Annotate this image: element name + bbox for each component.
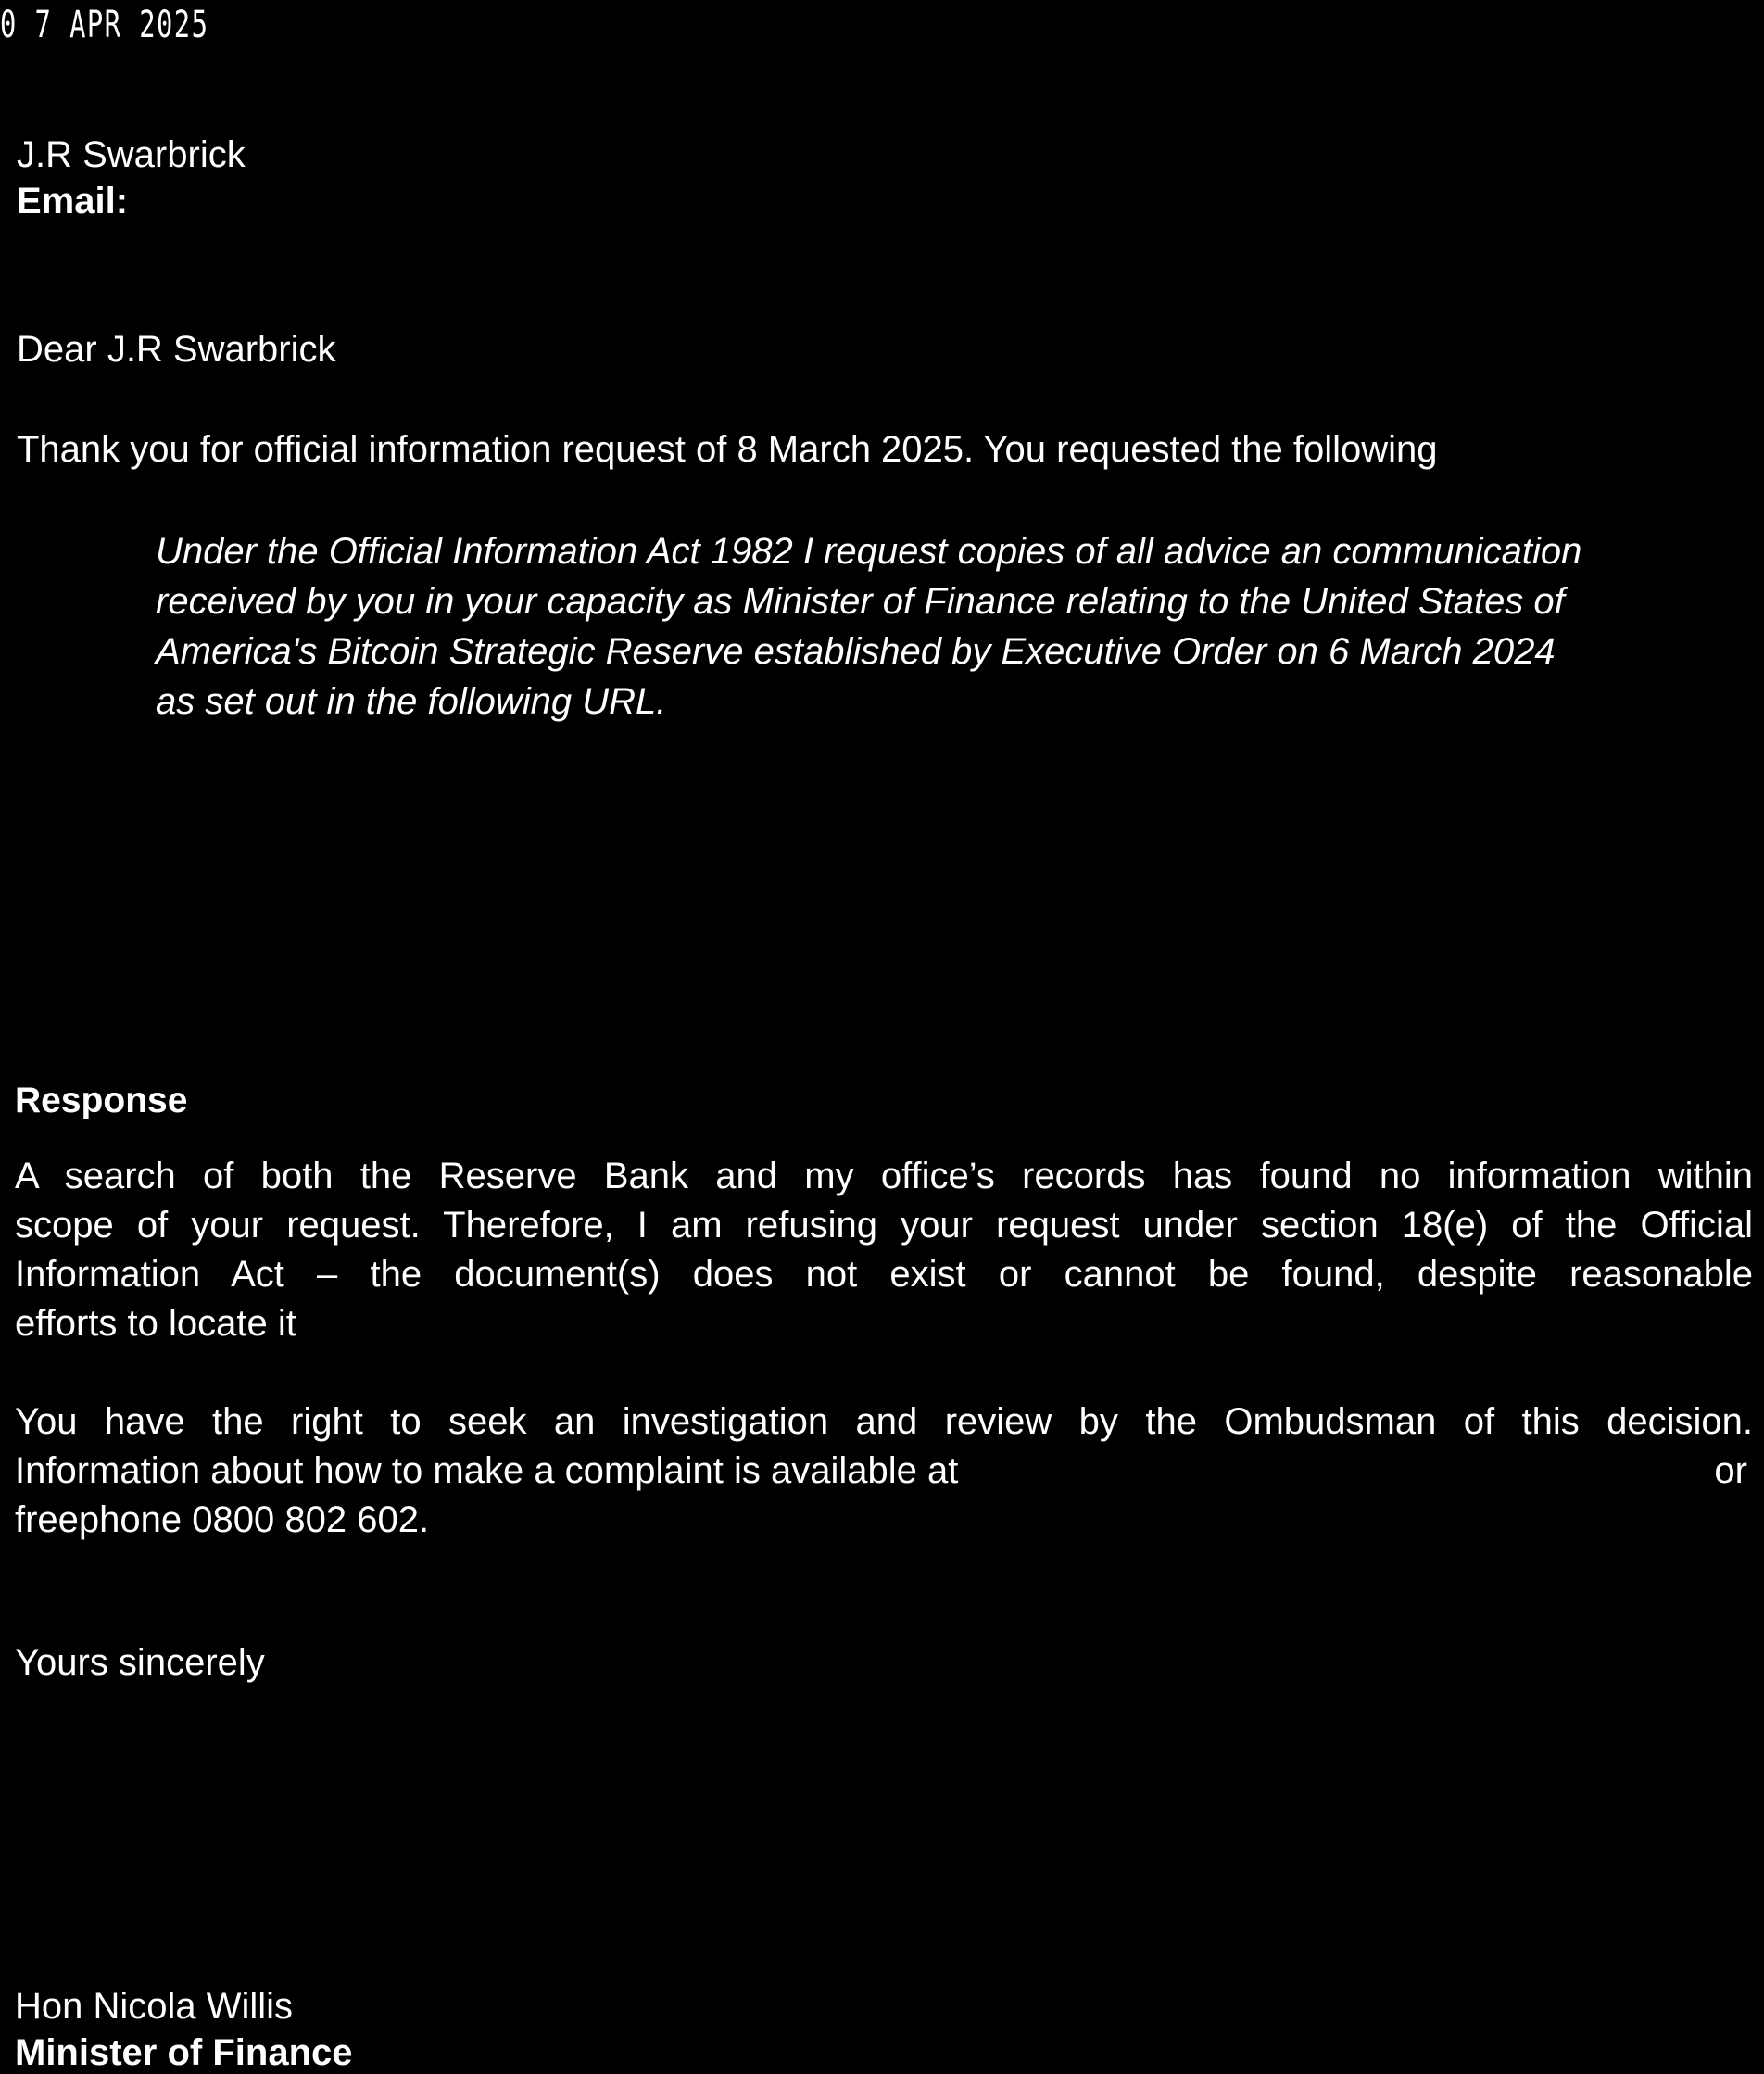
signatory-title: Minister of Finance [15, 2032, 353, 2073]
intro-text: Thank you for official information request of 8 March 2025. You requested the following [17, 429, 1438, 470]
response-heading: Response [15, 1081, 188, 1120]
recipient-name: J.R Swarbrick [17, 134, 246, 175]
recipient-email-label: Email: [17, 181, 129, 221]
request-quote-line: as set out in the following URL. [156, 681, 667, 722]
ombudsman-paragraph-line: freephone 0800 802 602. [15, 1499, 430, 1540]
complaint-info-text: Information about how to make a complaint is available at [15, 1450, 959, 1491]
response-paragraph-line: Information Act – the document(s) does not exist or cannot be found, despite reasonable [15, 1254, 1753, 1295]
date-stamp: 0 7 APR 2025 [0, 4, 209, 46]
request-quote-line: Under the Official Information Act 1982 I request copies of all advice an communication [156, 531, 1582, 572]
response-paragraph-line: efforts to locate it [15, 1303, 296, 1344]
request-quote-line: America's Bitcoin Strategic Reserve established by Executive Order on 6 March 2024 [156, 631, 1556, 672]
request-quote [156, 526, 1758, 727]
ombudsman-paragraph-line [15, 1447, 1753, 1496]
ombudsman-paragraph-line: You have the right to seek an investigation and review by the Ombudsman of this decision. [15, 1401, 1753, 1442]
complaint-info-or: or [1714, 1450, 1747, 1491]
request-quote-line: received by you in your capacity as Minister of Finance relating to the United States of [156, 581, 1565, 622]
response-paragraph-line: A search of both the Reserve Bank and my office’s records has found no information within [15, 1156, 1753, 1196]
response-paragraph [15, 1152, 1753, 1348]
salutation: Dear J.R Swarbrick [17, 329, 336, 370]
signatory-name: Hon Nicola Willis [15, 1986, 294, 2027]
response-paragraph-line: scope of your request. Therefore, I am refusing your request under section 18(e) of the Official [15, 1205, 1753, 1246]
ombudsman-paragraph [15, 1397, 1753, 1545]
closing: Yours sincerely [15, 1642, 265, 1683]
